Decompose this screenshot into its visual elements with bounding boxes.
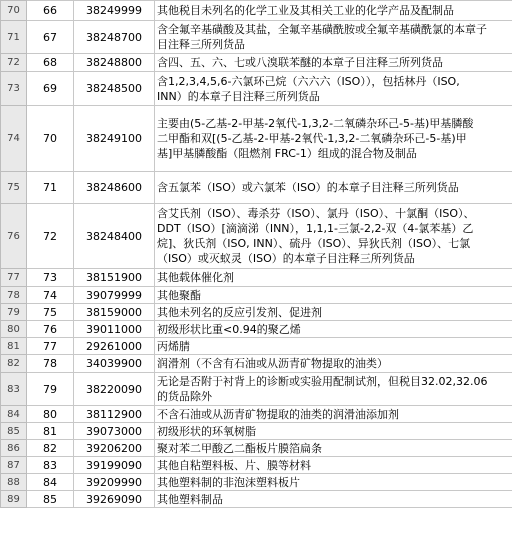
serial-number-cell[interactable]: 66 — [27, 1, 74, 21]
row-number-header[interactable]: 80 — [1, 321, 27, 338]
description-line: 聚对苯二甲酸乙二酯板片膜箔扁条 — [157, 441, 322, 455]
table-row[interactable] — [1, 406, 512, 423]
serial-number-cell[interactable]: 77 — [27, 338, 74, 355]
table-row[interactable] — [1, 321, 512, 338]
hs-code-cell[interactable]: 39269090 — [74, 491, 155, 508]
hs-code-cell[interactable]: 39209990 — [74, 474, 155, 491]
serial-number-cell[interactable]: 78 — [27, 355, 74, 373]
description-line: 目注释三所列货品 — [157, 38, 245, 51]
description-cell[interactable] — [155, 287, 512, 304]
hs-code-cell[interactable]: 39011000 — [74, 321, 155, 338]
table-row[interactable] — [1, 72, 512, 106]
row-number-header[interactable]: 81 — [1, 338, 27, 355]
row-number-header[interactable]: 72 — [1, 54, 27, 72]
row-number-header[interactable]: 71 — [1, 21, 27, 54]
table-row[interactable] — [1, 373, 512, 406]
description-line: 含全氟辛基磺酸及其盐，全氟辛基磺酰胺或全氟辛基磺酰氯的本章子 — [157, 23, 487, 36]
table-row[interactable] — [1, 287, 512, 304]
serial-number-cell[interactable]: 85 — [27, 491, 74, 508]
description-line: 其他塑料制的非泡沫塑料板片 — [157, 475, 300, 489]
table-row[interactable] — [1, 106, 512, 172]
row-number-header[interactable]: 86 — [1, 440, 27, 457]
hs-code-cell[interactable]: 39079999 — [74, 287, 155, 304]
table-row[interactable] — [1, 1, 512, 21]
hs-code-cell[interactable]: 38112900 — [74, 406, 155, 423]
hs-code-cell[interactable]: 38248700 — [74, 21, 155, 54]
description-cell[interactable] — [155, 106, 512, 172]
row-number-header[interactable]: 83 — [1, 373, 27, 406]
serial-number-cell[interactable]: 83 — [27, 457, 74, 474]
description-line: 不含石油或从沥青矿物提取的油类的润滑油添加剂 — [157, 407, 399, 421]
table-row[interactable] — [1, 21, 512, 54]
serial-number-cell[interactable]: 74 — [27, 287, 74, 304]
description-line: 其他未列名的反应引发剂、促进剂 — [157, 305, 322, 319]
description-cell[interactable] — [155, 321, 512, 338]
row-number-header[interactable]: 79 — [1, 304, 27, 321]
description-cell[interactable] — [155, 457, 512, 474]
table-row[interactable] — [1, 440, 512, 457]
description-cell[interactable] — [155, 423, 512, 440]
serial-number-cell[interactable]: 81 — [27, 423, 74, 440]
table-row[interactable] — [1, 54, 512, 72]
serial-number-cell[interactable]: 68 — [27, 54, 74, 72]
serial-number-cell[interactable]: 69 — [27, 72, 74, 106]
description-line: （ISO）或灭蚁灵（ISO）的本章子目注释三所列货品 — [157, 252, 415, 265]
hs-code-cell[interactable]: 38248400 — [74, 204, 155, 269]
description-line: 润滑剂（不含有石油或从沥青矿物提取的油类） — [157, 357, 388, 370]
row-number-header[interactable]: 70 — [1, 1, 27, 21]
description-cell[interactable] — [155, 21, 512, 54]
description-cell[interactable] — [155, 172, 512, 204]
description-cell[interactable] — [155, 474, 512, 491]
serial-number-cell[interactable]: 82 — [27, 440, 74, 457]
row-number-header[interactable]: 75 — [1, 172, 27, 204]
description-cell[interactable] — [155, 269, 512, 287]
description-cell[interactable] — [155, 338, 512, 355]
description-cell[interactable] — [155, 54, 512, 72]
serial-number-cell[interactable]: 79 — [27, 373, 74, 406]
serial-number-cell[interactable]: 71 — [27, 172, 74, 204]
description-line: 其他税目未列名的化学工业及其相关工业的化学产品及配制品 — [157, 4, 454, 17]
table-row[interactable] — [1, 338, 512, 355]
hs-code-cell[interactable]: 34039900 — [74, 355, 155, 373]
description-cell[interactable] — [155, 491, 512, 508]
description-cell[interactable] — [155, 355, 512, 373]
row-number-header[interactable]: 87 — [1, 457, 27, 474]
description-cell[interactable] — [155, 406, 512, 423]
serial-number-cell[interactable]: 80 — [27, 406, 74, 423]
table-row[interactable] — [1, 491, 512, 508]
row-number-header[interactable]: 82 — [1, 355, 27, 373]
description-line: 初级形状的环氧树脂 — [157, 424, 256, 438]
hs-code-cell[interactable]: 38159000 — [74, 304, 155, 321]
hs-code-cell[interactable]: 29261000 — [74, 338, 155, 355]
description-line: 含五氯苯（ISO）或六氯苯（ISO）的本章子目注释三所列货品 — [157, 181, 459, 194]
description-line: 无论是否附于衬背上的诊断或实验用配制试剂，但税目32.02,32.06 — [157, 375, 488, 388]
table-row[interactable] — [1, 457, 512, 474]
table-row[interactable] — [1, 474, 512, 491]
description-line: 二甲酯和双[(5-乙基-2-甲基-2氧代-1,3,2-二氧磷杂环己-5-基)甲 — [157, 132, 467, 145]
hs-code-cell[interactable]: 38220090 — [74, 373, 155, 406]
description-line: 基]甲基膦酸酯（阻燃剂 FRC-1）组成的混合物及制品 — [157, 147, 417, 160]
table-row[interactable] — [1, 423, 512, 440]
table-row[interactable] — [1, 269, 512, 287]
row-number-header[interactable]: 73 — [1, 72, 27, 106]
hs-code-cell[interactable]: 39199090 — [74, 457, 155, 474]
hs-code-cell[interactable]: 38248600 — [74, 172, 155, 204]
row-number-header[interactable]: 77 — [1, 269, 27, 287]
hs-code-cell[interactable]: 38248500 — [74, 72, 155, 106]
description-cell[interactable] — [155, 1, 512, 21]
hs-code-cell[interactable]: 39073000 — [74, 423, 155, 440]
description-cell[interactable] — [155, 373, 512, 406]
row-number-header[interactable]: 78 — [1, 287, 27, 304]
serial-number-cell[interactable]: 73 — [27, 269, 74, 287]
description-line: INN）的本章子目注释三所列货品 — [157, 89, 320, 103]
serial-number-cell[interactable]: 75 — [27, 304, 74, 321]
description-line: 初级形状比重<0.94的聚乙烯 — [157, 322, 301, 336]
serial-number-cell[interactable]: 84 — [27, 474, 74, 491]
description-cell[interactable] — [155, 204, 512, 269]
description-line: 的货品除外 — [157, 390, 212, 403]
table-row[interactable] — [1, 172, 512, 204]
description-cell[interactable] — [155, 72, 512, 106]
hs-code-cell[interactable]: 38249999 — [74, 1, 155, 21]
serial-number-cell[interactable]: 70 — [27, 106, 74, 172]
description-cell[interactable] — [155, 304, 512, 321]
description-line: 其他载体催化剂 — [157, 271, 234, 284]
description-line: 主要由(5-乙基-2-甲基-2氧代-1,3,2-二氧磷杂环己-5-基)甲基膦酸 — [157, 117, 474, 130]
row-number-header[interactable]: 88 — [1, 474, 27, 491]
hs-code-cell[interactable]: 38249100 — [74, 106, 155, 172]
description-line: 其他聚酯 — [157, 288, 201, 302]
description-cell[interactable] — [155, 440, 512, 457]
row-number-header[interactable]: 74 — [1, 106, 27, 172]
hs-code-cell[interactable]: 38151900 — [74, 269, 155, 287]
description-line: 其他自粘塑料板、片、膜等材料 — [157, 458, 311, 472]
serial-number-cell[interactable]: 72 — [27, 204, 74, 269]
row-number-header[interactable]: 76 — [1, 204, 27, 269]
row-number-header[interactable]: 85 — [1, 423, 27, 440]
description-line: 含艾氏剂（ISO）、毒杀芬（ISO）、氯丹（ISO）、十氯酮（ISO）、 — [157, 207, 475, 220]
table-row[interactable] — [1, 304, 512, 321]
hs-code-cell[interactable]: 39206200 — [74, 440, 155, 457]
table-row[interactable] — [1, 204, 512, 269]
serial-number-cell[interactable]: 76 — [27, 321, 74, 338]
hs-code-cell[interactable]: 38248800 — [74, 54, 155, 72]
serial-number-cell[interactable]: 67 — [27, 21, 74, 54]
description-line: 其他塑料制品 — [157, 492, 223, 506]
description-line: 烷]、狄氏剂（ISO, INN）、硫丹（ISO）、异狄氏剂（ISO）、七氯 — [157, 237, 471, 250]
description-line: DDT（ISO）[滴滴涕（INN），1,1,1-三氯-2,2-双（4-氯苯基）乙 — [157, 222, 474, 235]
table-row[interactable] — [1, 355, 512, 373]
row-number-header[interactable]: 84 — [1, 406, 27, 423]
row-number-header[interactable]: 89 — [1, 491, 27, 508]
description-line: 含四、五、六、七或八溴联苯醚的本章子目注释三所列货品 — [157, 56, 443, 69]
description-line: 含1,2,3,4,5,6-六氯环己烷（六六六（ISO）），包括林丹（ISO, — [157, 74, 460, 88]
description-line: 丙烯腈 — [157, 339, 190, 353]
